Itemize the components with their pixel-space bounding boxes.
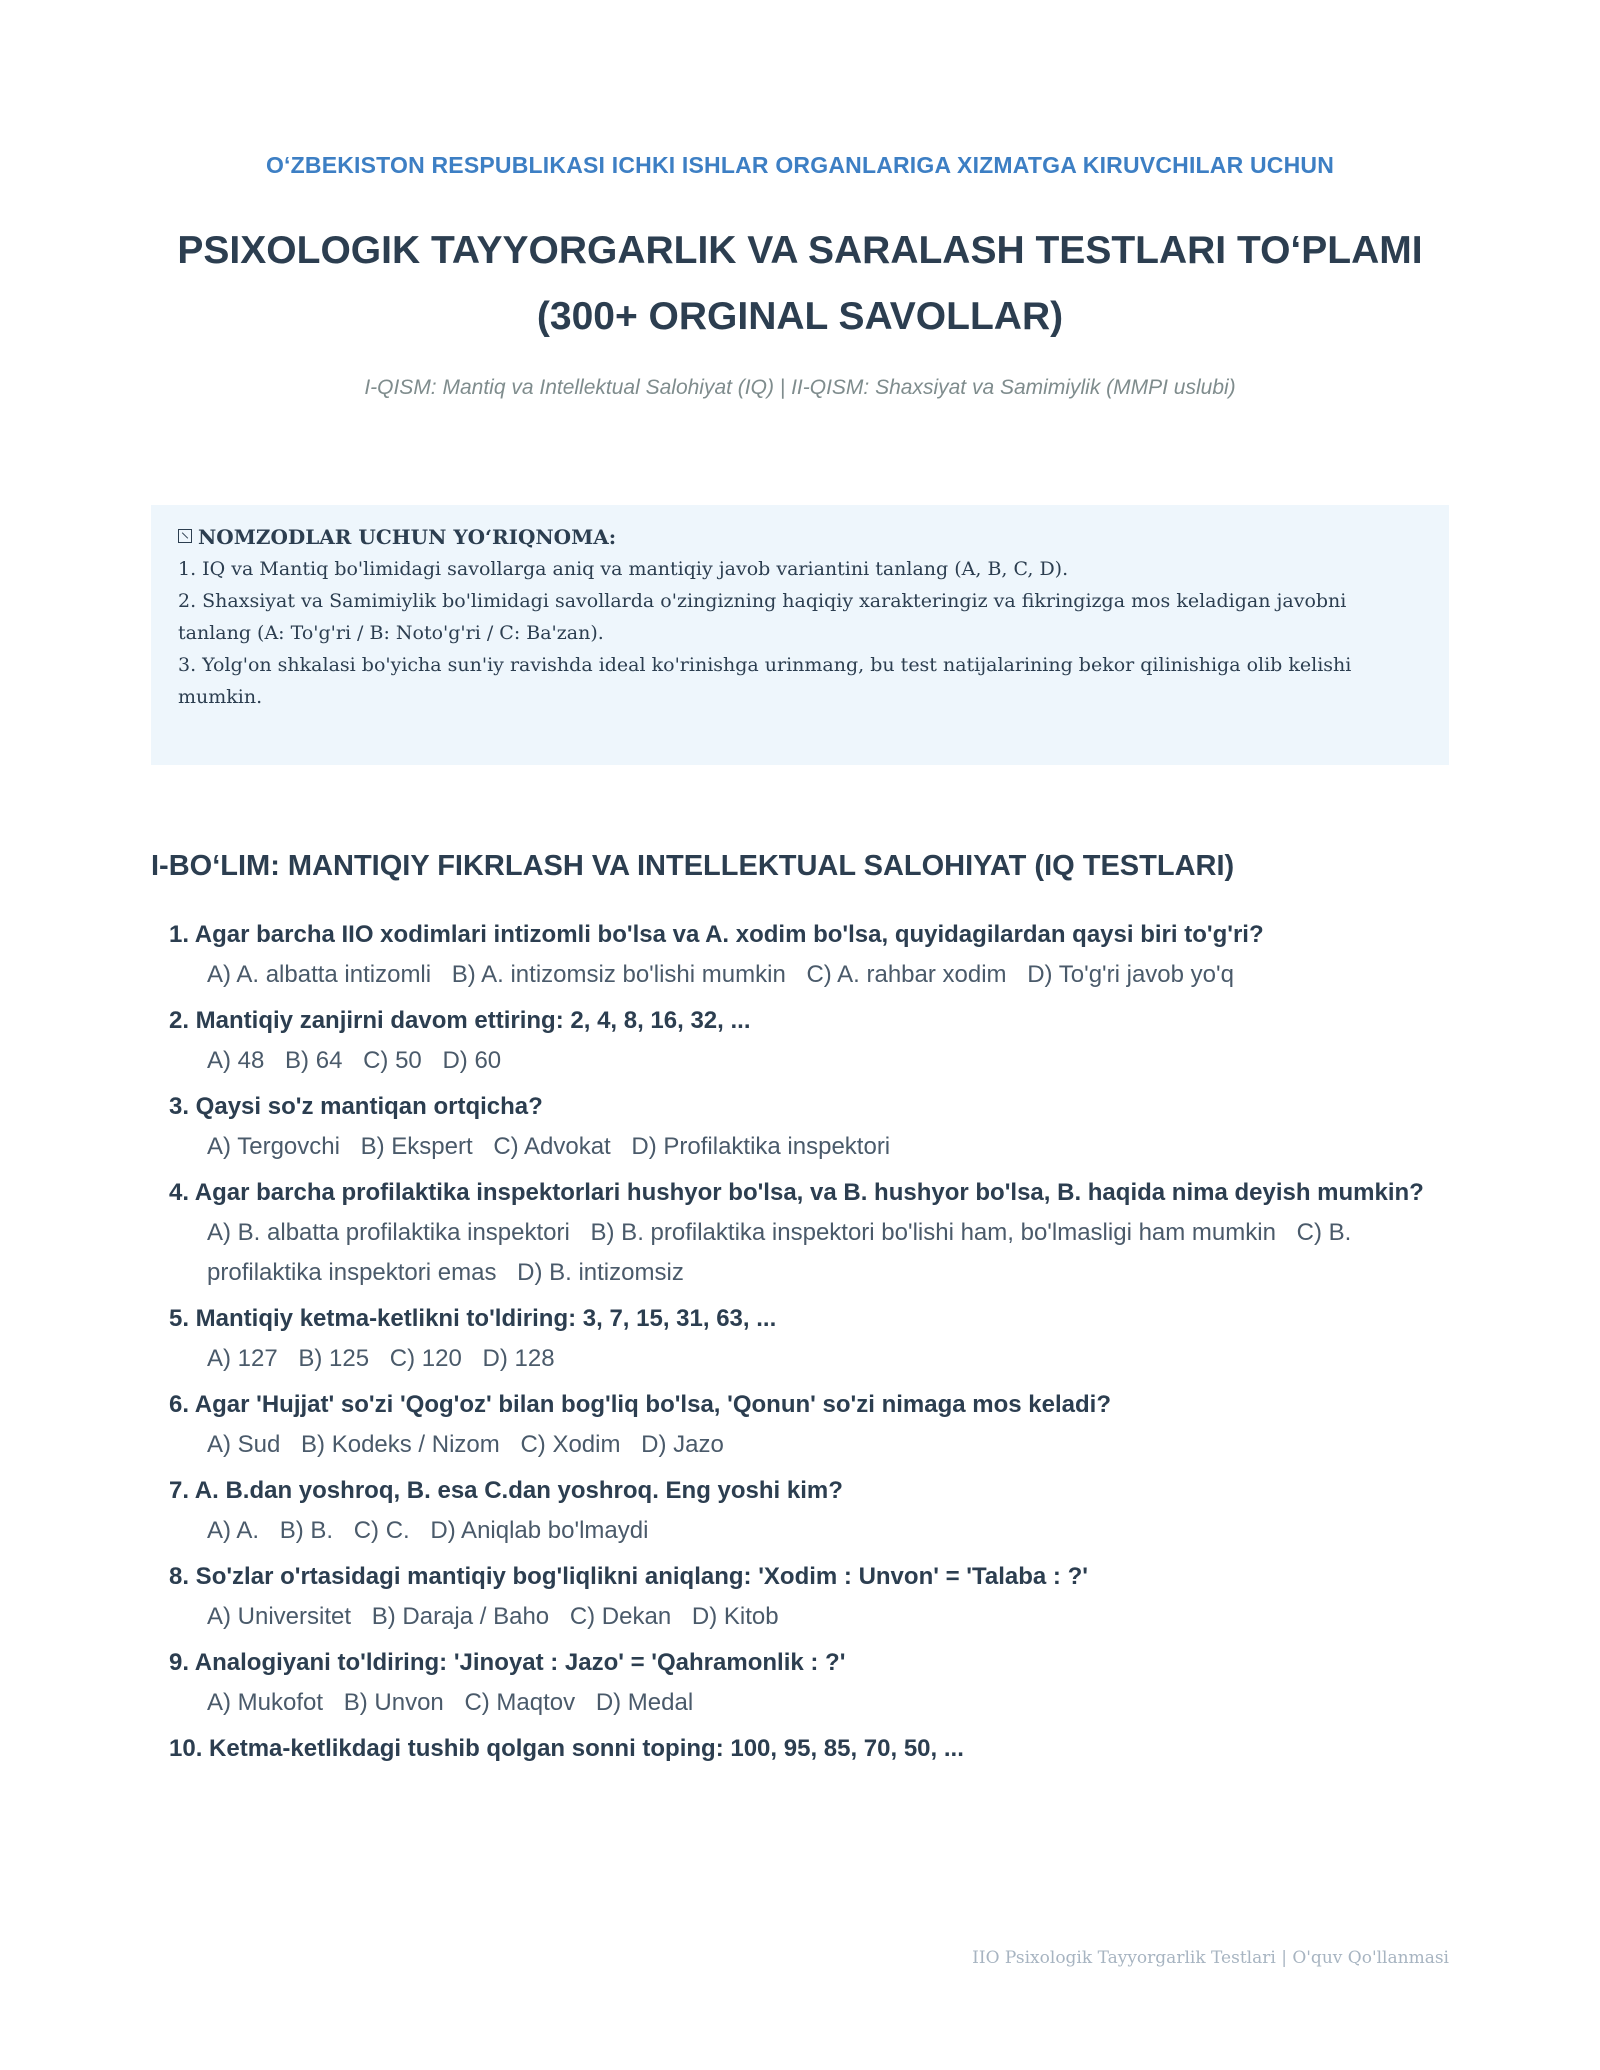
question-text: 9. Analogiyani to'ldiring: 'Jinoyat : Jazo' = 'Qahramonlik : ?' [169,1649,846,1676]
answer-options [169,1339,1451,1379]
answer-option: B) A. intizomsiz bo'lishi mumkin [451,961,786,988]
answer-option: D) To'g'ri javob yo'q [1027,961,1234,988]
question-item [169,1729,1451,1769]
answer-option: D) Profilaktika inspektori [631,1133,891,1160]
answer-option: B) B. profilaktika inspektori bo'lishi ham, bo'lmasligi ham mumkin [590,1219,1276,1246]
answer-option: C) 50 [363,1047,422,1074]
answer-option: C) A. rahbar xodim [806,961,1007,988]
page-title-line-2: (300+ ORGINAL SAVOLLAR) [536,295,1064,338]
question-item [169,1643,1451,1723]
answer-options [169,1041,1451,1081]
instructions-item: 3. Yolg'on shkalasi bo'yicha sun'iy ravishda ideal ko'rinishga urinmang, bu test natijalarining bekor qilinishiga olib kelishi mumkin. [178,654,1352,708]
page-title-line-1: PSIXOLOGIK TAYYORGARLIK VA SARALASH TESTLARI TO‘PLAMI [177,229,1423,272]
section-title: I-BO‘LIM: MANTIQIY FIKRLASH VA INTELLEKTUAL SALOHIYAT (IQ TESTLARI) [151,850,1235,882]
answer-option: D) 128 [482,1345,555,1372]
answer-option: B) Kodeks / Nizom [301,1431,500,1458]
question-item [169,1001,1451,1081]
answer-option: D) Jazo [641,1431,724,1458]
answer-option: A) Mukofot [207,1689,324,1716]
answer-option: A) A. albatta intizomli [207,961,432,988]
question-item [169,1471,1451,1551]
answer-option: A) Sud [207,1431,281,1458]
answer-option: B) Unvon [343,1689,444,1716]
question-text: 4. Agar barcha profilaktika inspektorlari hushyor bo'lsa, va B. hushyor bo'lsa, B. haqida nima deyish mumkin? [169,1179,1424,1206]
answer-options [169,955,1451,995]
question-item [169,1299,1451,1379]
page-title [100,218,1500,350]
answer-option: A) 48 [207,1047,265,1074]
questions-list [169,915,1451,1775]
answer-option: C) B. profilaktika inspektori emas [207,1219,1352,1286]
question-text: 1. Agar barcha IIO xodimlari intizomli bo'lsa va A. xodim bo'lsa, quyidagilardan qaysi biri to'g'ri? [169,921,1264,948]
question-text: 8. So'zlar o'rtasidagi mantiqiy bog'liqlikni aniqlang: 'Xodim : Unvon' = 'Talaba : ?' [169,1563,1088,1590]
answer-option: D) Medal [595,1689,694,1716]
question-text: 10. Ketma-ketlikdagi tushib qolgan sonni toping: 100, 95, 85, 70, 50, ... [169,1735,964,1762]
instructions-heading-text: NOMZODLAR UCHUN YO‘RIQNOMA: [198,525,617,549]
question-item [169,1087,1451,1167]
answer-option: D) Aniqlab bo'lmaydi [430,1517,649,1544]
answer-options [169,1511,1451,1551]
answer-option: C) 120 [389,1345,462,1372]
question-text: 5. Mantiqiy ketma-ketlikni to'ldiring: 3, 7, 15, 31, 63, ... [169,1305,777,1332]
instructions-item: 1. IQ va Mantiq bo'limidagi savollarga aniq va mantiqiy javob variantini tanlang (A, B, C, D). [178,558,1069,580]
answer-options [169,1425,1451,1465]
answer-option: C) Maqtov [464,1689,576,1716]
answer-option: D) B. intizomsiz [517,1259,684,1286]
question-item [169,915,1451,995]
answer-option: B) B. [279,1517,334,1544]
question-text: 7. A. B.dan yoshroq, B. esa C.dan yoshroq. Eng yoshi kim? [169,1477,843,1504]
subtitle: I-QISM: Mantiq va Intellektual Salohiyat (IQ) | II-QISM: Shaxsiyat va Samimiylik (MMPI uslubi) [364,376,1236,399]
answer-option: C) Dekan [569,1603,672,1630]
question-item [169,1557,1451,1637]
answer-option: B) 64 [285,1047,343,1074]
instructions-heading [178,521,1422,553]
page-footer: IIO Psixologik Tayyorgarlik Testlari | O'quv Qo'llanmasi [972,1948,1449,1968]
question-item [169,1173,1451,1293]
answer-option: B) Daraja / Baho [371,1603,550,1630]
answer-option: A) A. [207,1517,260,1544]
pre-title: O‘ZBEKISTON RESPUBLIKASI ICHKI ISHLAR ORGANLARIGA XIZMATGA KIRUVCHILAR UCHUN [265,152,1335,178]
question-text: 3. Qaysi so'z mantiqan ortqicha? [169,1093,543,1120]
answer-option: B) Ekspert [360,1133,473,1160]
answer-option: B) 125 [298,1345,370,1372]
answer-option: D) Kitob [691,1603,779,1630]
answer-option: A) 127 [207,1345,278,1372]
answer-option: C) Xodim [520,1431,621,1458]
box-icon [178,529,192,543]
answer-options [169,1127,1451,1167]
question-text: 2. Mantiqiy zanjirni davom ettiring: 2, 4, 8, 16, 32, ... [169,1007,751,1034]
question-text: 6. Agar 'Hujjat' so'zi 'Qog'oz' bilan bog'liq bo'lsa, 'Qonun' so'zi nimaga mos keladi? [169,1391,1111,1418]
answer-option: D) 60 [442,1047,502,1074]
instructions-box [151,505,1449,765]
instructions-item: 2. Shaxsiyat va Samimiylik bo'limidagi savollarda o'zingizning haqiqiy xarakteringiz va fikringizga mos keladigan javobni tanlang (A: To'g'ri / B: Noto'g'ri / C: Ba'zan). [178,590,1347,644]
answer-options [169,1213,1451,1293]
answer-option: C) C. [353,1517,410,1544]
answer-options [169,1597,1451,1637]
answer-option: C) Advokat [493,1133,611,1160]
answer-option: A) Universitet [207,1603,352,1630]
answer-option: A) B. albatta profilaktika inspektori [207,1219,570,1246]
answer-options [169,1683,1451,1723]
question-item [169,1385,1451,1465]
answer-option: A) Tergovchi [207,1133,340,1160]
